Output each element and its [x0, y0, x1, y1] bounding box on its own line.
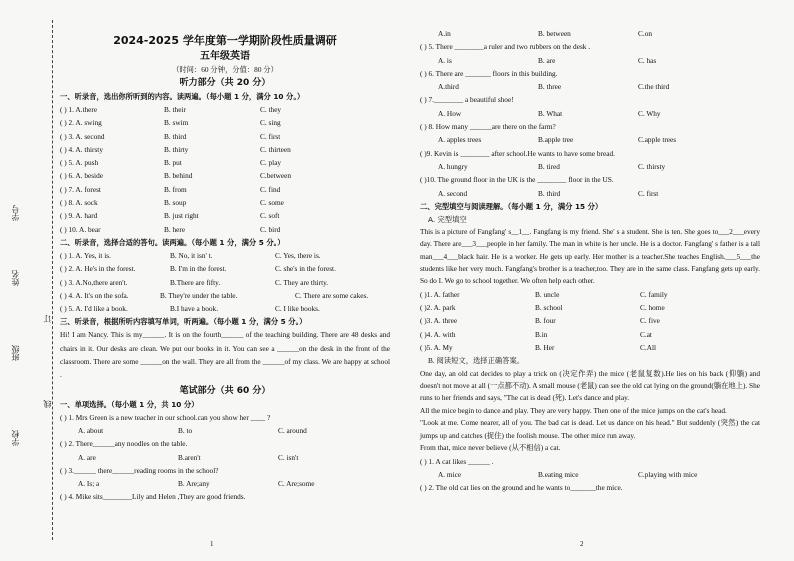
section3-heading: 三、听录音，根据所听内容填写单词，听两遍。（每小题 1 分，满分 5 分。）	[60, 317, 307, 327]
list-item: ( ) 2. A. He's in the forest. B. I'm in the forest. C. she's in the forest.	[60, 264, 336, 274]
options: A. mice B.eating mice C.playing with mice	[438, 469, 698, 479]
section5-subheading: A. 完型填空	[428, 214, 467, 224]
question: ( ) 5. There ________a ruler and two rubbers on the desk .	[420, 42, 591, 52]
list-item: ( ) 2. A. swing B. swim C. sing	[60, 118, 281, 128]
exam-subtitle: 五年级英语	[200, 51, 250, 62]
list-item: ( ) 3. A.No,there aren't. B.There are fifty. C. They are thirty.	[60, 277, 329, 287]
list-item: ( ) 3. A. second B. third C. first	[60, 131, 281, 141]
options: A. Is; a B. Are;any C. Are;some	[78, 479, 315, 489]
section4-heading: 一、单项选择。（每小题 1 分，共 10 分）	[60, 399, 199, 409]
left-page	[60, 0, 390, 561]
seal-char: 订	[43, 315, 52, 323]
reading-question-2: ( ) 2. The old cat lies on the ground and he wants to_______the mice.	[420, 483, 623, 493]
question: ( ) 3.______ there______reading rooms in the school?	[60, 465, 219, 475]
question: ( ) 7.________ a beautiful shoe!	[420, 95, 514, 105]
school-label: 学校	[11, 430, 20, 446]
section3-passage: Hi! I am Nancy. This is my______. It is on the fourth______ of the teaching building. There are 48 desks and chairs in it. Our desks are clean. We put our books in it. You can see a ______on the desk in the front of the classroom. There are some ______on the wall. They are all from the ______of my class. We are happy at school .	[60, 330, 390, 380]
question: ( )9. Kevin is ________ after school.He wants to have some bread.	[420, 148, 615, 158]
options: A. second B. third C. first	[438, 188, 659, 198]
section5-heading: 二、完型填空与阅读理解。（每小题 1 分，满分 15 分）	[420, 201, 603, 211]
options: A. about B. to C. around	[78, 425, 307, 435]
seal-char-2: 线	[43, 400, 52, 408]
list-item: ( ) 5. A. push B. put C. play	[60, 158, 282, 168]
reading-paragraph-3: "Look at me. Come nearer, all of you. The bad cat is dead. Let us dance on his head." But suddenly (突然) the cat jumps up and catches (捉住) the foolish mouse. The other mice run away.	[420, 418, 760, 440]
student-id-label: 学号	[11, 205, 20, 221]
list-item: ( ) 6. A. beside B. behind C.between	[60, 171, 292, 181]
options: A. apples trees B.apple tree C.apple trees	[438, 135, 677, 145]
list-item: ( )3. A. three B. four C. five	[420, 316, 660, 326]
options: A.in B. between C.on	[438, 29, 652, 38]
writing-part-heading: 笔试部分（共 60 分）	[179, 385, 271, 396]
name-label: 姓名	[11, 270, 20, 286]
section4-list-left	[60, 411, 390, 504]
question: ( ) 6. There are _______ floors in this building.	[420, 68, 558, 78]
section5-list	[420, 288, 760, 354]
listening-part-heading: 听力部分（共 20 分）	[179, 78, 271, 88]
question: ( ) 8. How many ______are there on the farm?	[420, 122, 556, 132]
section2-list	[60, 249, 390, 315]
reading-question-1: ( ) 1. A cat likes ______ .	[420, 456, 494, 466]
section2-heading: 二、听录音，选择合适的答句。读两遍。（每小题 1 分，满分 5 分。）	[60, 237, 285, 247]
section6-subheading: B. 阅读短文，选择正确答案。	[428, 356, 525, 366]
section4-list-right	[420, 27, 760, 200]
list-item: ( ) 7. A. forest B. from C. find	[60, 184, 281, 194]
exam-meta: （时间：60 分钟，分值：80 分）	[172, 65, 278, 74]
options: A. How B. What C. Why	[438, 108, 661, 118]
question: ( ) 1. Mrs Green is a new teacher in our school.can you show her ____ ?	[60, 412, 271, 422]
list-item: ( )4. A. with B.in C.at	[420, 329, 652, 339]
binding-line	[52, 20, 53, 540]
question: ( ) 4. Mike sits________Lily and Helen ,They are good friends.	[60, 492, 246, 502]
list-item: ( )1. A. father B. uncle C. family	[420, 289, 668, 299]
reading-paragraph-1: One day, an old cat decides to play a trick on (决定作弄) the mice (老鼠复数).He lies on his back (仰躺) and doesn't not move at all (一点都不动). A small mouse (老鼠) can see the old cat lying on the ground(躺在地上). She runs to her friends and says, "The cat is dead (死). Let's dance and play.	[420, 368, 760, 403]
options: A.third B. three C.the third	[438, 82, 670, 92]
list-item: ( ) 5. A. I'd like a book. B.I have a book. C. I like books.	[60, 304, 320, 314]
reading-paragraph-2: All the mice begin to dance and play. They are very happy. Then one of the mice jumps on the cat's head.	[420, 405, 727, 415]
list-item: ( )2. A. park B. school C. home	[420, 303, 665, 313]
list-item: ( ) 4. A. thirsty B. thirty C. thirteen	[60, 144, 291, 154]
exam-title: 2024-2025 学年度第一学期阶段性质量调研	[113, 34, 337, 47]
section1-list	[60, 103, 390, 236]
reading-paragraph-4: From that, mice never believe (从不相信) a cat.	[420, 443, 561, 453]
section1-heading: 一、听录音，选出你所听到的内容。读两遍。（每小题 1 分，满分 10 分。）	[60, 92, 305, 101]
list-item: ( ) 9. A. hard B. just right C. soft	[60, 211, 280, 221]
list-item: ( ) 1. A.there B. their C. they	[60, 105, 282, 114]
section5-passage: This is a picture of Fangfang' s__1__. Fangfang is my friend. She' s a student. She is ten. She goes to___2___every day. There are___3___people in her family. The man in white is her uncle. He is a doctor. Fangfang' s father is a tall man___4___black hair. He is a worker. He gets up early. Her mother is a teacher.She teaches English.___5___the students like her very much. Fangfang's brother is a teacher,too. They are in the same class. Fangfang gets up early. So do I. We go to school together. We often help each other.	[420, 226, 760, 286]
binding-margin	[0, 0, 58, 561]
list-item: ( )5. A. My B. Her C.All	[420, 343, 657, 353]
list-item: ( ) 1. A. Yes, it is. B. No, it isn' t. C. Yes, there is.	[60, 250, 321, 260]
list-item: ( ) 8. A. sock B. soup C. some	[60, 198, 284, 208]
options: A. hungry B. tired C. thirsty	[438, 161, 666, 171]
question: ( ) 2. There______any noodles on the table.	[60, 439, 188, 449]
list-item: ( ) 10. A. bear B. here C. bird	[60, 224, 281, 234]
options: A. are B.aren't C. isn't	[78, 452, 299, 462]
page-number-left: 1	[210, 540, 214, 548]
right-page	[420, 0, 760, 561]
class-label: 班级	[11, 345, 20, 361]
question: ( )10. The ground floor in the UK is the ________ floor in the US.	[420, 175, 614, 185]
list-item: ( ) 4. A. It's on the sofa. B. They're under the table. C. There are some cakes.	[60, 290, 369, 300]
options: A. is B. are C. has	[438, 55, 657, 65]
page-number-right: 2	[580, 540, 584, 548]
